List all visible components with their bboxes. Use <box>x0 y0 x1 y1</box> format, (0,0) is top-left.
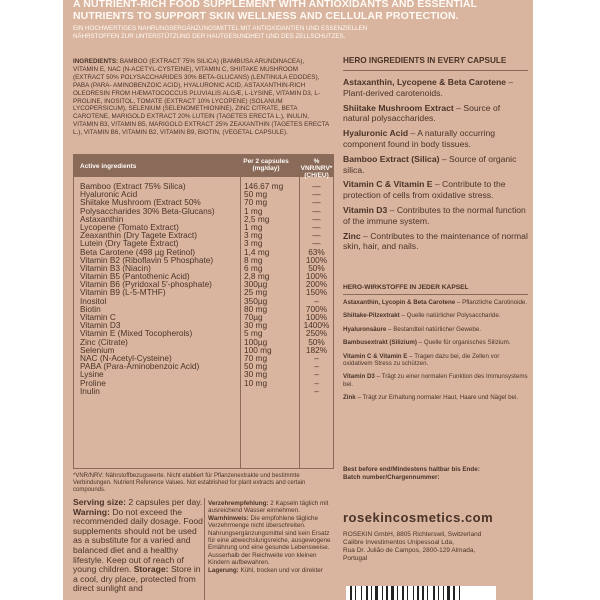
ingredient-nrv: – <box>314 369 319 380</box>
header-dose <box>232 158 300 172</box>
verzehr-label: Verzehrempfehlung: <box>208 500 269 507</box>
table-row <box>74 297 333 305</box>
hero-item <box>343 394 528 401</box>
ingredient-nrv: – <box>314 377 319 388</box>
hero-item-name: Astaxanthin, Lycopin & Beta Carotene <box>343 299 456 306</box>
ingredient-name: Inositol <box>80 295 107 306</box>
header-nrv-line-2: (CH/EU) <box>304 172 329 179</box>
barcode-bar <box>375 586 378 600</box>
lagerung-text: Kühl, trocken und vor direkter <box>240 566 323 574</box>
barcode-bar <box>459 586 460 600</box>
hero-item-name: Bambusextrakt (Silizium) <box>343 339 417 347</box>
hero-item <box>343 373 528 388</box>
ingredient-name: Vitamin C <box>80 312 116 322</box>
ingredient-name: PABA (Para-Aminobenzoic Acid) <box>80 361 200 372</box>
german-line-1: EIN HOCHWERTIGES NAHRUNGSERGÄNZUNGSMITTEL MIT ANTIOXIDANTIEN UND ESSENZIELLEN <box>73 25 368 32</box>
hero-item-name: Astaxanthin, Lycopene & Beta Carotene <box>343 77 506 87</box>
ingredient-name: Zinc (Citrate) <box>80 336 128 347</box>
hero-item-name: Hyaluronsäure <box>343 325 387 333</box>
hero-item-name: Vitamin C & Vitamin E <box>343 352 408 360</box>
ingredient-nrv: – <box>314 352 319 363</box>
barcode-bar <box>443 586 444 600</box>
ingredient-dose: 146.67 mg <box>244 181 284 191</box>
barcode-bar <box>350 586 352 600</box>
ingredient-dose: 2,8 mg <box>244 271 270 282</box>
headline-line-1: A NUTRIENT-RICH FOOD SUPPLEMENT WITH ANTIOXIDANTS AND ESSENTIAL <box>73 0 478 10</box>
barcode-bar <box>433 586 435 600</box>
hero-item-desc: – A naturally occurring component found in body tissues. <box>343 128 496 149</box>
column-divider <box>204 498 205 600</box>
ingredient-name: Lutein (Dry Tagete Extract) <box>80 238 179 249</box>
hero-de-items <box>343 299 528 402</box>
barcode-bar <box>413 586 414 600</box>
barcode-bar <box>427 586 428 600</box>
ingredient-name: Lysine <box>80 369 104 380</box>
lagerung-label: Lagerung: <box>208 566 239 574</box>
verzehr-text: 2 Kapseln täglich mit ausreichend Wasser einnehmen. <box>208 500 329 515</box>
hero-item <box>343 179 528 201</box>
barcode-bar <box>386 586 388 600</box>
ingredient-dose: 50 mg <box>244 189 268 200</box>
hero-item-desc: – Contribute to the protection of cells from oxidative stress. <box>343 179 506 201</box>
hero-ingredients-de <box>343 284 528 408</box>
ingredient-nrv: 50% <box>308 336 325 347</box>
barcode-bar <box>438 586 439 600</box>
ingredient-name: Vitamin B6 (Pyridoxal 5'-phosphate) <box>80 279 212 290</box>
ingredient-name: Lycopene (Tomato Extract) <box>80 221 179 232</box>
ingredient-dose: 30 mg <box>244 369 268 380</box>
serving-size-label: Serving size: <box>73 497 127 507</box>
ingredient-nrv: 200% <box>305 279 328 290</box>
storage-text: Store in a cool, dry place, protected from direct sunlight and <box>73 564 201 594</box>
warnhinweis-label: Warnhinweis: <box>208 514 249 522</box>
nrv-footnote: *VNR/NRV: Nährstoffbezugswerte. Nicht etabliert für Pflanzenextrakte und bestimmte Verbindungen. Nutrient Reference Values. Not established for plant extracts and certain compounds. <box>73 473 306 494</box>
ingredient-name: Hyaluronic Acid <box>80 189 138 200</box>
ingredient-nrv: 182% <box>305 344 328 355</box>
ingredient-nrv: 250% <box>305 328 328 339</box>
ingredient-dose: 350µg <box>244 295 268 306</box>
ingredient-nrv: 700% <box>305 303 328 314</box>
batch-number-line: Batch number/Chargennummer: <box>343 473 440 481</box>
warnhinweis-text: Die empfohlene tägliche Verzehrmenge nicht überschreiten. Nahrungsergänzungsmittel sind kein Ersatz für eine abwechslungsreiche, ausgewogene Ernährung und eine gesunde Lebensweise. Ausserhalb der Reichweite von kleinen Kindern aufbewahren. <box>208 514 331 567</box>
ingredient-dose: 10 mg <box>244 377 268 388</box>
ingredient-nrv: 150% <box>305 287 328 298</box>
hero-item <box>343 128 528 150</box>
ingredient-dose: 100 mg <box>244 344 272 355</box>
hero-item-desc: – Tragen dazu bei, die Zellen vor oxidativem Stress zu schützen. <box>343 352 500 368</box>
table-header <box>74 155 333 177</box>
address-line-4: Portugal <box>343 555 368 562</box>
ingredients-text: BAMBOO (EXTRACT 75% SILICA) (BAMBUSA ARUNDINACEA), VITAMIN E, NAC (N-ACETYL-CYSTEINE), VITAMIN C, SHIITAKE MUSHROOM (EXTRACT 50% POLYSACCHARIDES 30% BETA-GLUCANS) (LENTINULA EDODES), PABA (PARA- AMINOBENZOIC ACID), HYALURONIC ACID, ASTAXANTHIN-RICH OLEORESIN FROM HÆMATOCOCCUS PLUVIALIS ALGÆ, L-LYSINE, VITAMIN D3, L-PROLINE, INOSITOL, TOMATE (EXTRACT 10% LYCOPENE) (SOLANUM LYCOPERSICUM), SELENIUM (SELENOMETHIONINE), ZINC CITRATE, BETA CAROTENE, MARIGOLD EXTRACT 20% LUTEIN (TAGETES ERECTA L.), INULIN, VITAMIN B3, VITAMIN B5, MARIGOLD EXTRACT 25% ZEAXANTHIN (TAGETES ERECTA L.), VITAMIN B6, VITAMIN B2, VITAMIN B9, BIOTIN, (VEGETAL CAPSULE). <box>73 58 329 137</box>
storage-label: Storage: <box>133 564 169 575</box>
ingredient-nrv: – <box>314 295 319 306</box>
ingredient-dose: 8 mg <box>244 254 263 265</box>
warning-label: Warning: <box>73 506 110 517</box>
ingredient-nrv: — <box>312 189 321 200</box>
ingredient-dose: 1,4 mg <box>244 246 270 257</box>
ingredient-name: Vitamin E (Mixed Tocopherols) <box>80 328 193 339</box>
hero-item-desc: – Contributes to the maintenance of normal skin, hair, and nails. <box>343 230 528 252</box>
hero-title: HERO INGREDIENTS IN EVERY CAPSULE <box>343 56 507 65</box>
header-dose-line-1: Per 2 capsules <box>243 158 289 165</box>
hero-item-name: Vitamin D3 <box>343 204 388 215</box>
barcode-bar <box>391 586 394 600</box>
ingredient-dose: 300µg <box>244 279 268 290</box>
ingredient-nrv: — <box>312 213 321 224</box>
ingredient-nrv: 63% <box>308 246 325 257</box>
best-before-line: Best before end/Mindestens haltbar bis Ende: <box>343 466 480 473</box>
header-dose-line-2: (mg/day) <box>252 165 280 172</box>
barcode-bar <box>371 586 372 600</box>
hero-item-desc: – Trägt zur Erhaltung normaler Haut, Haare und Nägel bei. <box>355 394 519 402</box>
barcode-bar <box>407 586 408 600</box>
ingredient-nrv: — <box>312 181 321 191</box>
barcode-bar <box>366 586 368 600</box>
hero-item <box>343 154 528 176</box>
ingredient-name: Vitamin B9 (L-5-MTHF) <box>80 287 166 298</box>
ingredient-nrv: 1400% <box>303 320 330 331</box>
german-line-2: NÄHRSTOFFEN ZUR UNTERSTÜTZUNG DER HAUTGESUNDHEIT UND DES ZELLSCHUTZES. <box>73 32 346 40</box>
hero-item-desc: – Source of natural polysaccharides. <box>343 102 501 124</box>
ingredient-name: Biotin <box>80 303 101 314</box>
barcode-bar <box>422 586 424 600</box>
barcode-bar <box>397 586 398 600</box>
ingredient-name: Astaxanthin <box>80 213 124 224</box>
hero-item <box>343 77 528 99</box>
ingredient-dose: 70µg <box>244 312 263 322</box>
german-serving-info <box>208 500 332 574</box>
ingredient-dose: 100µg <box>244 336 268 347</box>
ingredient-nrv: — <box>312 205 321 216</box>
hero-item-name: Zink <box>343 394 356 402</box>
table-row <box>74 387 333 395</box>
ingredient-nrv: 100% <box>305 271 328 282</box>
hero-item <box>343 299 528 306</box>
hero-item-name: Vitamin C & Vitamin E <box>343 179 433 190</box>
hero-item-name: Vitamin D3 <box>343 373 375 381</box>
hero-item-name: Zinc <box>343 230 361 241</box>
hero-item-name: Shiitake Mushroom Extract <box>343 102 454 113</box>
hero-item-desc: – Plant-derived carotenoids. <box>343 77 514 98</box>
ingredient-nrv: — <box>312 238 321 249</box>
hero-item <box>343 326 528 333</box>
ingredient-name: Vitamin B5 (Pantothenic Acid) <box>80 271 190 282</box>
headline-line-2: NUTRIENTS TO SUPPORT SKIN WELLNESS AND CELLULAR PROTECTION. <box>73 10 459 22</box>
ingredient-name: Beta Carotene (498 µg Retinol) <box>80 246 196 257</box>
ingredient-dose: 2,5 mg <box>244 213 270 224</box>
ingredient-dose: 1 mg <box>244 221 263 232</box>
label-header <box>73 0 528 40</box>
hero-item <box>343 231 528 253</box>
ingredient-dose: 1 mg <box>244 205 263 216</box>
hero-item-desc: – Quelle für organisches Silizium. <box>416 339 511 347</box>
table-row <box>74 288 333 296</box>
barcode-bar <box>382 586 383 600</box>
barcode-bar <box>355 586 356 600</box>
ingredient-nrv: — <box>312 197 321 208</box>
serving-info <box>73 498 203 594</box>
company-address <box>343 531 533 563</box>
ingredient-dose: 80 mg <box>244 303 268 314</box>
hero-item <box>343 103 528 125</box>
hero-item <box>343 353 528 368</box>
hero-de-title: HERO-WIRKSTOFFE IN JEDER KAPSEL <box>343 284 469 291</box>
best-before-batch <box>343 466 533 482</box>
ingredient-dose: 50 mg <box>244 361 268 372</box>
ingredient-name: Vitamin B2 (Riboflavin 5 Phosphate) <box>80 254 214 265</box>
ingredient-nrv: 100% <box>305 254 328 265</box>
hero-item <box>343 312 528 319</box>
brand-website: rosekincosmetics.com <box>343 510 494 525</box>
ingredient-name: Vitamin B3 (Niacin) <box>80 262 151 273</box>
warning-text: Do not exceed the recommended daily dosage. Food supplements should not be used as a substitute for a varied and balanced diet and a healthy lifestyle. Keep out of reach of young children. <box>73 506 203 575</box>
hero-item-name: Shiitake-Pilzextrakt <box>343 312 400 320</box>
address-line-1: ROSEKIN GmbH, 8805 Richterswil, Switzerland <box>343 531 482 538</box>
ingredient-dose: 70 mg <box>244 352 268 363</box>
ingredient-dose: 3 mg <box>244 238 263 249</box>
hero-item-desc: – Quelle natürlicher Polysaccharide. <box>399 312 501 320</box>
ingredient-nrv: 100% <box>305 312 328 322</box>
ingredient-dose: 5 mg <box>244 328 263 339</box>
header-active-ingredients: Active ingredients <box>80 163 137 170</box>
ingredient-nrv: — <box>312 230 321 241</box>
ingredient-name: Polysaccharides 30% Beta-Glucans) <box>80 205 215 216</box>
hero-item-desc: – Source of organic silica. <box>343 153 517 175</box>
serving-size-value: 2 capsules per day. <box>128 497 203 507</box>
ingredient-name: Selenium <box>80 344 115 355</box>
ingredients-list <box>73 58 330 137</box>
ingredient-name: Vitamin D3 <box>80 320 121 331</box>
table-body <box>74 182 333 395</box>
active-ingredients-table <box>73 154 334 469</box>
ingredient-name: Bamboo (Extract 75% Silica) <box>80 181 186 191</box>
ingredient-name: Proline <box>80 377 106 388</box>
headline <box>73 0 528 22</box>
ingredient-dose: 3 mg <box>244 230 263 241</box>
hero-item-desc: – Pflanzliche Carotinoide. <box>455 299 528 306</box>
ingredient-name: Shiitake Mushroom (Extract 50% <box>80 197 201 208</box>
address-line-3: Rua Dr. Julião de Campos, 2800-129 Almada, <box>343 547 476 554</box>
ingredients-label: INGREDIENTS: <box>73 58 119 65</box>
hero-item-desc: – Trägt zu einer normalen Funktion des Immunsystems bei. <box>343 373 528 388</box>
barcode-bar <box>402 586 404 600</box>
ingredient-dose: 70 mg <box>244 197 268 208</box>
hero-item-name: Bamboo Extract (Silica) <box>343 153 440 164</box>
hero-item-desc: – Contributes to the normal function of the immune system. <box>343 204 526 226</box>
hero-item <box>343 339 528 346</box>
supplement-label <box>63 0 533 600</box>
ingredient-name: Zeaxanthin (Dry Tagete Extract) <box>80 230 197 241</box>
table-row <box>74 362 333 370</box>
table-row <box>74 370 333 378</box>
header-nrv <box>300 158 333 179</box>
barcode <box>346 586 496 600</box>
ingredient-nrv: – <box>314 385 319 396</box>
ingredient-nrv: — <box>312 221 321 232</box>
barcode-bar <box>417 586 419 600</box>
german-subheadline <box>73 25 528 40</box>
ingredient-dose: 30 mg <box>244 320 268 331</box>
ingredient-nrv: – <box>314 361 319 372</box>
table-row <box>74 379 333 387</box>
barcode-bar <box>361 586 362 600</box>
address-line-2: Calibre Investimentos Unipessoal Lda, <box>343 539 454 546</box>
hero-item-name: Hyaluronic Acid <box>343 128 409 139</box>
divider <box>343 294 528 295</box>
ingredient-dose: 6 mg <box>244 262 263 273</box>
hero-item <box>343 205 528 227</box>
barcode-bar <box>447 586 450 600</box>
barcode-bar <box>453 586 455 600</box>
ingredient-nrv: 50% <box>308 262 325 273</box>
hero-item-desc: – Bestandteil natürlicher Gewebe. <box>386 325 481 333</box>
divider <box>343 70 528 71</box>
ingredient-name: Inulin <box>80 385 100 396</box>
hero-ingredients-en <box>343 56 528 256</box>
hero-items <box>343 77 528 252</box>
ingredient-dose: 25 mg <box>244 287 268 298</box>
header-nrv-line-1: % VNR/NRV* <box>300 158 333 172</box>
ingredient-name: NAC (N-Acetyl-Cysteine) <box>80 352 172 363</box>
